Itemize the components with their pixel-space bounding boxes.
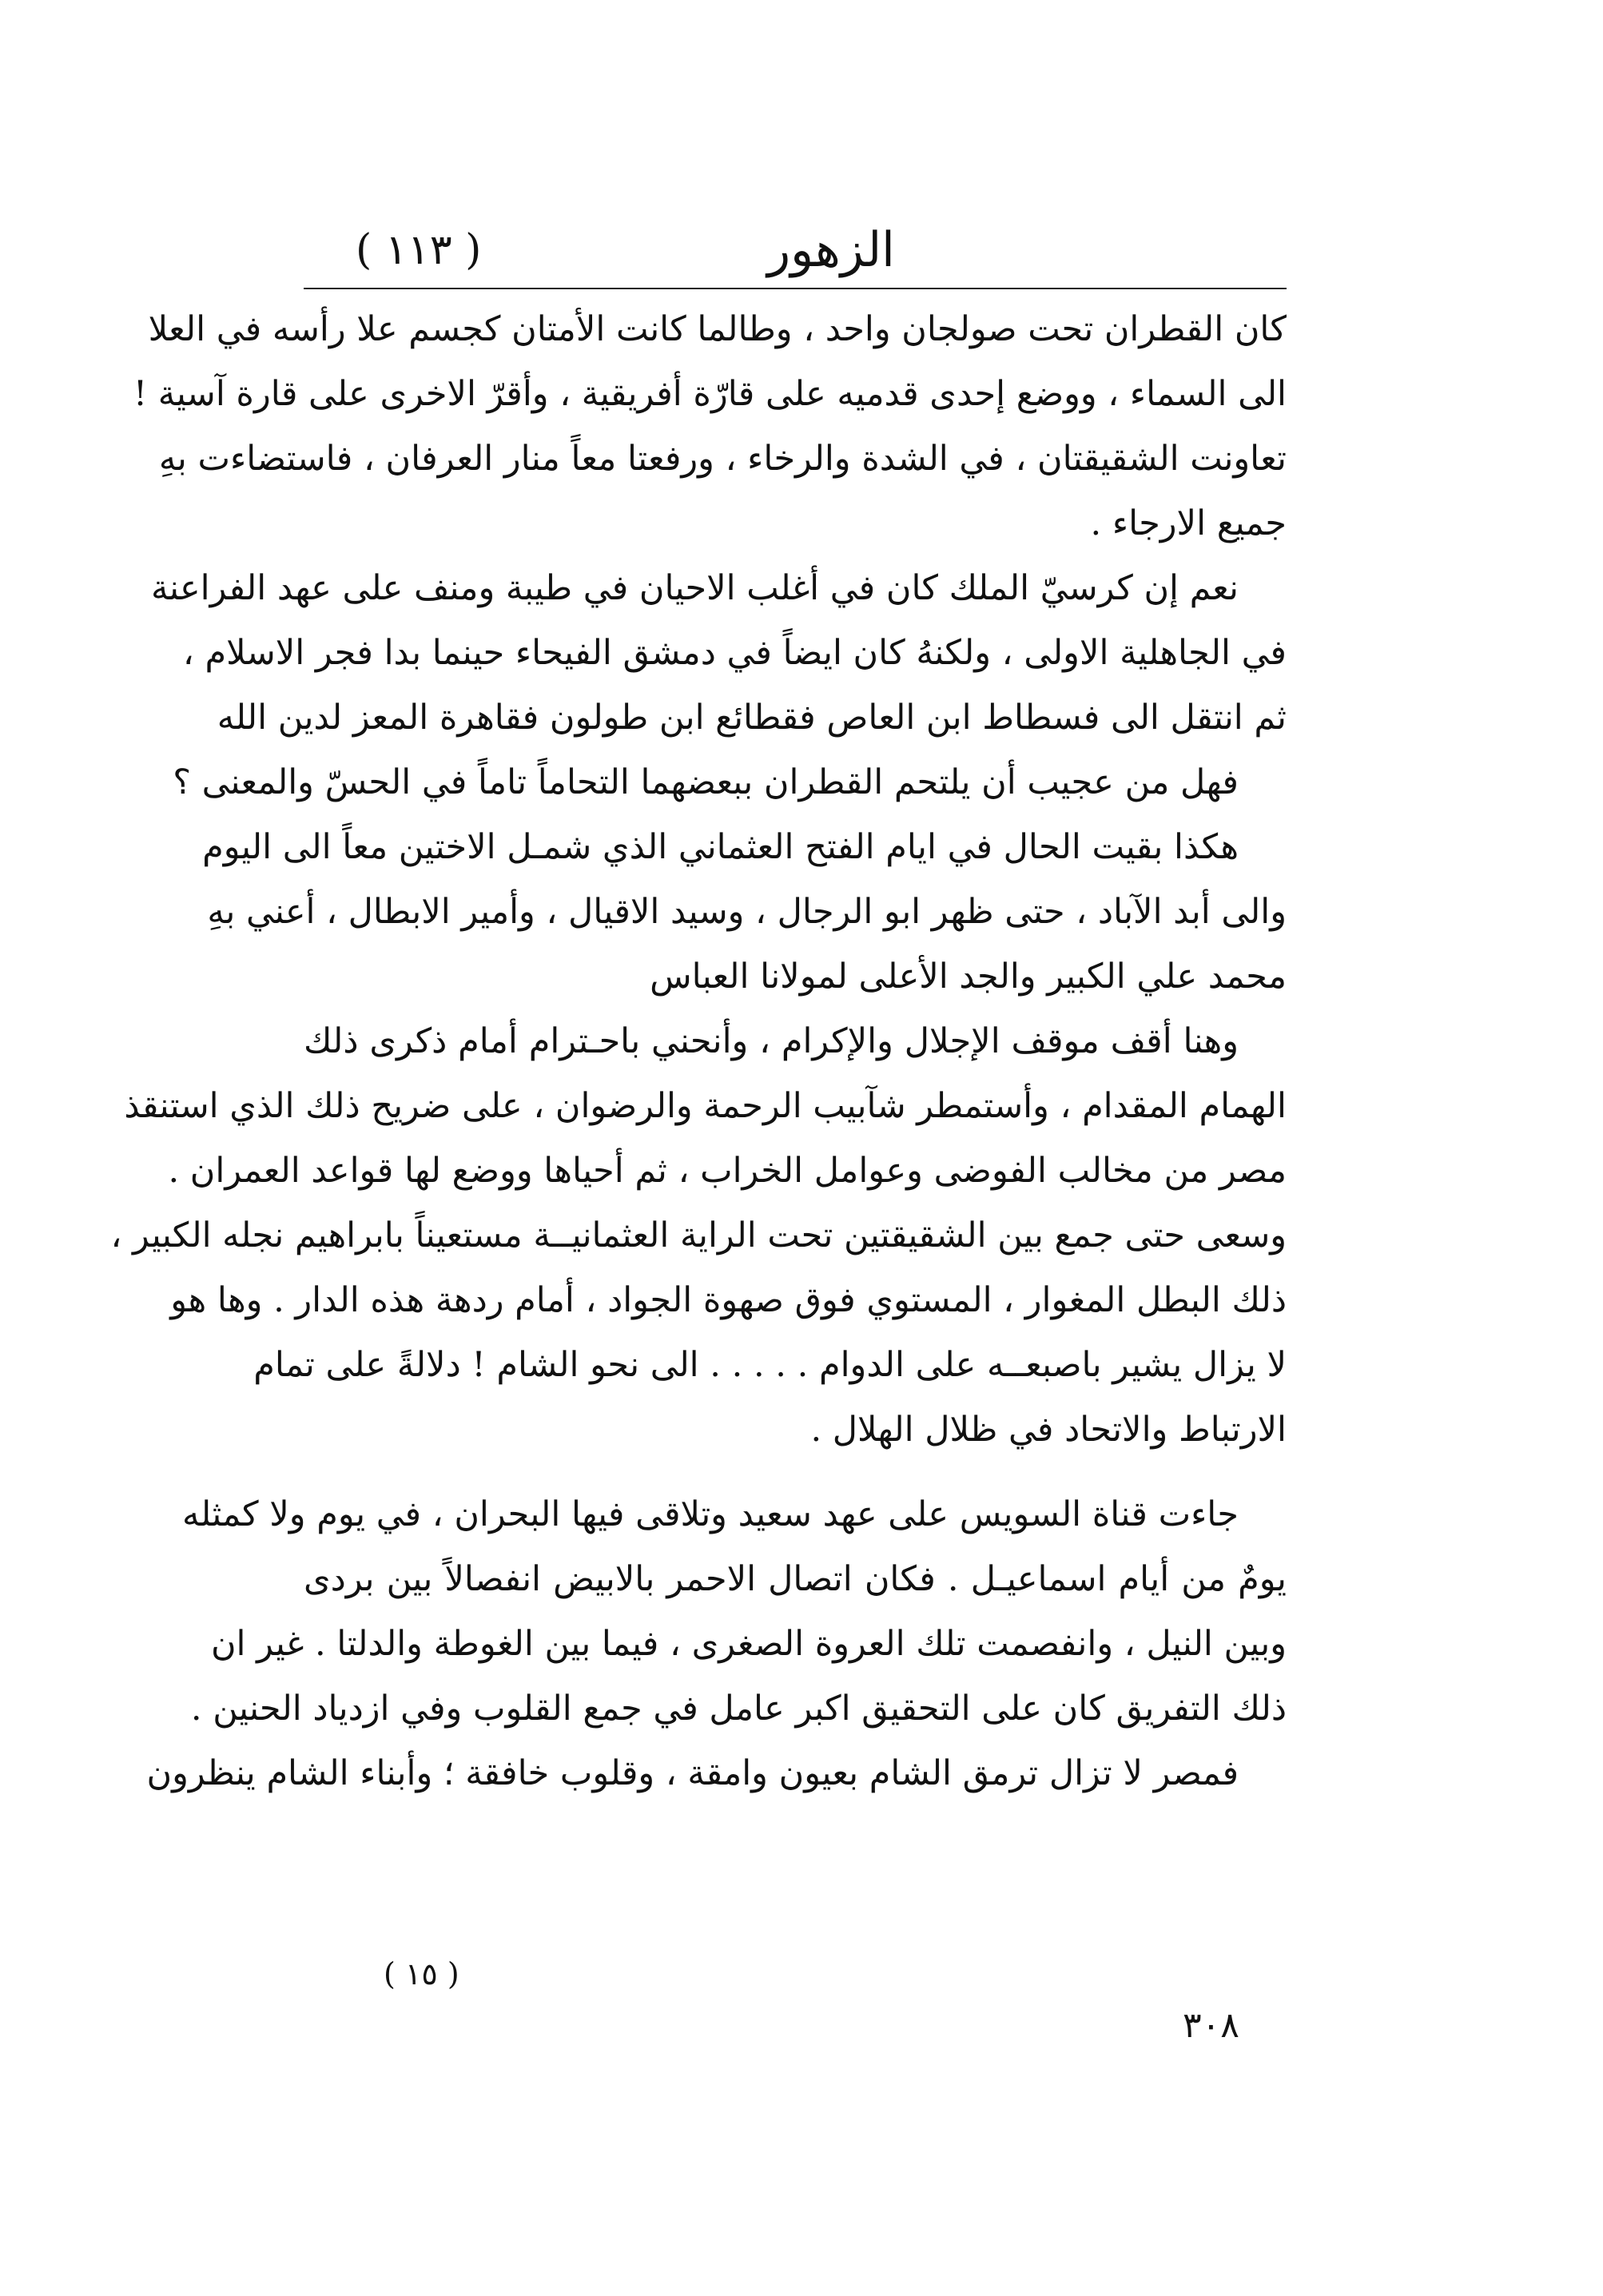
body-text [110,297,1287,1806]
paragraph [151,556,1287,750]
paragraph [202,815,1287,1009]
header-rule [304,288,1287,289]
text-line: ذلك البطل المغوار ، المستوي فوق صهوة الجواد ، أمام ردهة هذه الدار . وها هو [170,1280,1287,1320]
text-line: لا يزال يشير باصبعــه على الدوام . . . . . الى نحو الشام ! دلالةً على تمام [253,1345,1287,1385]
text-line: والى أبد الآباد ، حتى ظهر ابو الرجال ، وسيد الاقيال ، وأمير الابطال ، أعني بهِ [207,892,1287,932]
running-title: الزهور [767,222,895,278]
text-line: فهل من عجيب أن يلتحم القطران ببعضهما التحاماً تاماً في الحسّ والمعنى ؟ [173,762,1239,802]
text-line: فمصر لا تزال ترمق الشام بعيون وامقة ، وقلوب خافقة ؛ وأبناء الشام ينظرون [146,1753,1239,1793]
text-line: وهنا أقف موقف الإجلال والإكرام ، وأنحني باحـترام أمام ذكرى ذلك [304,1021,1239,1061]
text-line: ثم انتقل الى فسطاط ابن العاص فقطائع ابن طولون فقاهرة المعز لدين الله [217,698,1287,738]
paragraph [146,1741,1287,1806]
text-line: تعاونت الشقيقتان ، في الشدة والرخاء ، ورفعتا معاً منار العرفان ، فاستضاءت بهِ [158,439,1287,479]
signature-mark: ( ١٥ ) [384,1956,459,1992]
text-line: جاءت قناة السويس على عهد سعيد وتلاقى فيها البحران ، في يوم ولا كمثله [182,1494,1239,1534]
text-line: محمد علي الكبير والجد الأعلى لمولانا العباس [650,957,1287,997]
text-line: ذلك التفريق كان على التحقيق اكبر عامل في جمع القلوب وفي ازدياد الحنين . [190,1689,1287,1729]
footer-page-number: ٣٠٨ [1183,2005,1239,2046]
text-line: في الجاهلية الاولى ، ولكنهُ كان ايضاً في دمشق الفيحاء حينما بدا فجر الاسلام ، [182,633,1287,673]
paragraph [124,1009,1287,1204]
text-line: الهمام المقدام ، وأستمطر شآبيب الرحمة والرضوان ، على ضريح ذلك الذي استنقذ [124,1086,1287,1126]
paragraph [182,1482,1287,1741]
text-line: الارتباط والاتحاد في ظلال الهلال . [810,1410,1287,1450]
paragraph [173,750,1287,815]
text-line: جميع الارجاء . [1090,503,1287,543]
text-line: يومٌ من أيام اسماعيـل . فكان اتصال الاحمر بالابيض انفصالاً بين بردى [304,1559,1287,1599]
text-line: مصر من مخالب الفوضى وعوامل الخراب ، ثم أحياها ووضع لها قواعد العمران . [168,1151,1287,1191]
page-header [312,214,1287,286]
paragraph [133,297,1287,556]
text-line: الى السماء ، ووضع إحدى قدميه على قارّة أفريقية ، وأقرّ الاخرى على قارة آسية ! [133,374,1287,414]
text-line: هكذا بقيت الحال في ايام الفتح العثماني الذي شمـل الاختين معاً الى اليوم [202,827,1239,867]
paragraph [110,1204,1287,1462]
text-line: نعم إن كرسيّ الملك كان في أغلب الاحيان في طيبة ومنف على عهد الفراعنة [151,568,1239,608]
text-line: كان القطران تحت صولجان واحد ، وطالما كانت الأمتان كجسم علا رأسه في العلا [148,309,1287,349]
paragraph-gap [304,1462,1287,1482]
text-line: وسعى حتى جمع بين الشقيقتين تحت الراية العثمانيــة مستعيناً بابراهيم نجله الكبير ، [110,1216,1287,1255]
header-page-number: ( ١١٣ ) [356,226,482,274]
text-line: وبين النيل ، وانفصمت تلك العروة الصغرى ، فيما بين الغوطة والدلتا . غير ان [210,1624,1287,1664]
